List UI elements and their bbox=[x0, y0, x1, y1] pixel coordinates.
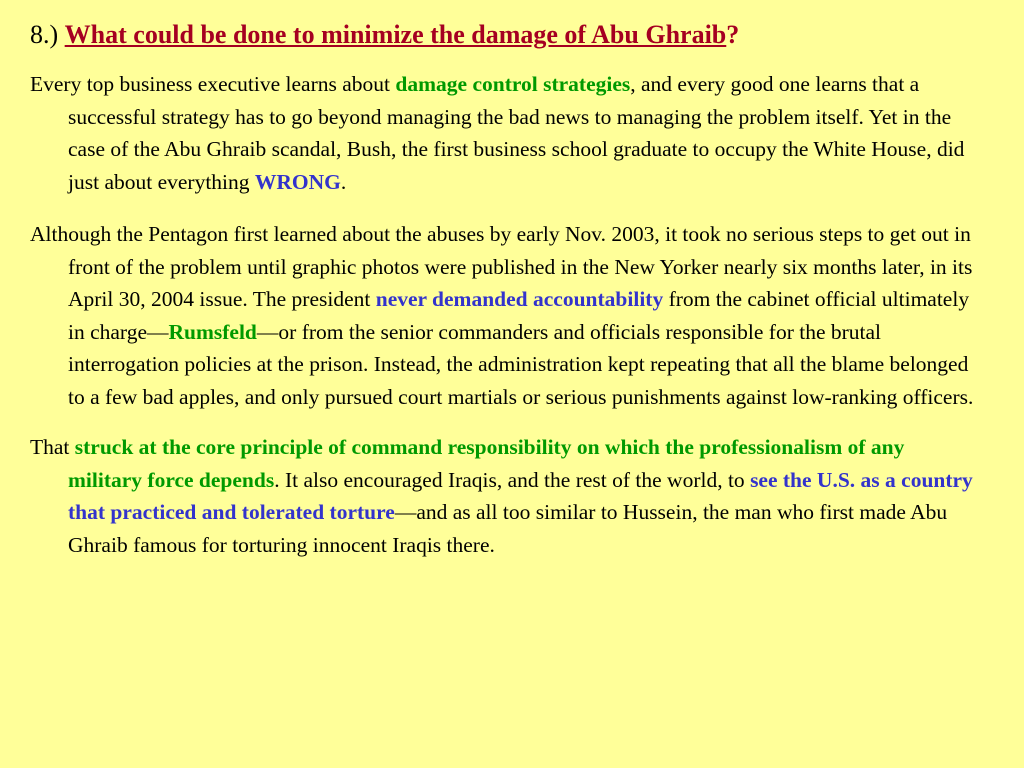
paragraph-pentagon bbox=[30, 218, 982, 413]
slide-title bbox=[30, 18, 739, 52]
title-text: What could be done to minimize the damage of Abu Ghraib bbox=[64, 20, 727, 49]
title-question-mark: ? bbox=[726, 20, 740, 49]
paragraph-text: That bbox=[30, 435, 75, 459]
paragraph-text: —or from the senior commanders and officials responsible for the brutal interrogation policies at the prison. Instead, the administration kept repeating that all the blame belonged to a few bad apples, and only pursued court martials or serious punishments against low-ranking officers. bbox=[68, 319, 974, 409]
paragraph-text: , and every good one learns that a successful strategy has to go beyond managing the bad news to managing the problem itself. Yet in the case of the Abu Ghraib scandal, Bush, the first business school graduate to occupy the White House, did just about everything bbox=[68, 72, 965, 194]
title-number: 8.) bbox=[30, 20, 65, 49]
highlight-tolerated-torture: see the U.S. as a country that practiced and tolerated torture bbox=[68, 467, 973, 524]
highlight-wrong: WRONG bbox=[254, 169, 341, 194]
highlight-command-responsibility: struck at the core principle of command responsibility on which the professionalism of any military force depends bbox=[68, 435, 905, 492]
highlight-damage-control-strategies: damage control strategies bbox=[395, 72, 631, 96]
slide-body bbox=[30, 68, 982, 581]
paragraph-command-responsibility bbox=[30, 431, 982, 561]
paragraph-text: . bbox=[340, 169, 347, 194]
paragraph-damage-control bbox=[30, 68, 982, 198]
highlight-rumsfeld: Rumsfeld bbox=[168, 319, 257, 344]
paragraph-text: Although the Pentagon first learned about the abuses by early Nov. 2003, it took no serious steps to get out in front of the problem until graphic photos were published in the New Yorker nearly six months later, in its April 30, 2004 issue. The president bbox=[30, 222, 973, 311]
paragraph-text: . It also encouraged Iraqis, and the rest of the world, to bbox=[274, 467, 751, 492]
highlight-never-demanded-accountability: never demanded accountability bbox=[375, 287, 664, 311]
paragraph-text: Every top business executive learns about bbox=[30, 72, 396, 96]
paragraph-text: from the cabinet official ultimately in charge— bbox=[68, 287, 970, 344]
paragraph-text: —and as all too similar to Hussein, the man who first made Abu Ghraib famous for torturing innocent Iraqis there. bbox=[68, 500, 948, 557]
